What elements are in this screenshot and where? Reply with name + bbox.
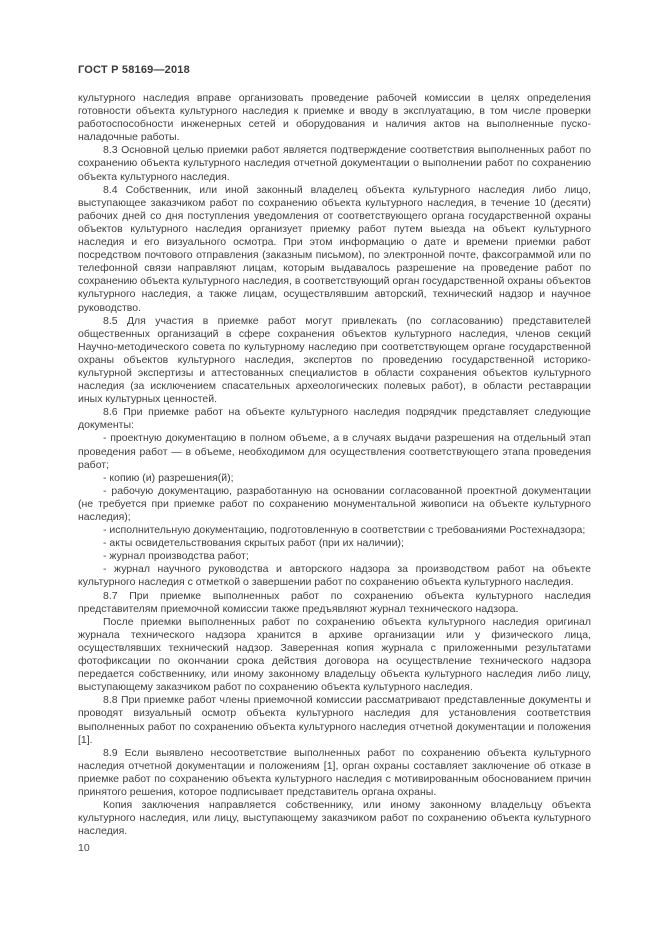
paragraph-conclusion-copy: Копия заключения направляется собственнику, или иному законному владельцу объекта культурного наследия, или лицу, выступающему заказчиком работ по сохранению объекта культурного наследия. [78, 799, 591, 838]
list-item-as-built-documentation: - исполнительную документацию, подготовленную в соответствии с требованиями Ростехнадзора; [103, 524, 586, 537]
paragraph-technical-log-storage: После приемки выполненных работ по сохранению объекта культурного наследия оригинал журнала технического надзора хранится в архиве организации или у физического лица, осуществлявших технический надзор. Заверенная копия журнала с приложенными результатами фотофиксации по окончании срока действия договора на осуществление технического надзора передается собственнику, или иному законному владельцу объекта культурного наследия либо лицу, выступающему заказчиком работ по сохранению объекта культурного наследия. [78, 615, 591, 694]
clause-8-7: 8.7 При приемке выполненных работ по сохранению объекта культурного наследия представителям приемочной комиссии также предъявляют журнал технического надзора. [78, 589, 591, 615]
clause-8-9: 8.9 Если выявлено несоответствие выполненных работ по сохранению объекта культурного наследия отчетной документации и положениям [1], орган охраны составляет заключение об отказе в приемке работ по сохранению объекта культурного наследия с мотивированным обоснованием причин принятого решения, которое подписывает представитель органа охраны. [78, 746, 591, 798]
clause-8-3: 8.3 Основной целью приемки работ является подтверждение соответствия выполненных работ по сохранению объекта культурного наследия отчетной документации о выполнении работ по сохранению объекта культурного наследия. [78, 144, 591, 183]
list-item-project-documentation: - проектную документацию в полном объеме, а в случаях выдачи разрешения на отдельный этап проведения работ — в объеме, необходимом для осуществления соответствующего этапа проведения работ; [78, 432, 591, 471]
list-item-working-documentation: - рабочую документацию, разработанную на основании согласованной проектной документации (не требуется при приемке работ по сохранению монументальной живописи на объекте культурного наследия); [78, 484, 591, 523]
list-item-permit-copies: - копию (и) разрешения(й); [103, 471, 234, 484]
paragraph-continuation: культурного наследия вправе организовать проведение рабочей комиссии в целях определения готовности объекта культурного наследия к приемке и вводу в эксплуатацию, в том числе проверки работоспособности инженерных сетей и оборудования и наличия актов на выполненные пуско-наладочные работы. [78, 92, 591, 144]
clause-8-4: 8.4 Собственник, или иной законный владелец объекта культурного наследия либо лицо, выступающее заказчиком работ по сохранению объекта культурного наследия, в течение 10 (десяти) рабочих дней со дня поступления уведомления от соответствующего органа государственной охраны объектов культурного наследия организует приемку работ путем выезда на объект культурного наследия и его визуального осмотра. При этом информацию о дате и времени приемки работ посредством почтового отправления (заказным письмом), по электронной почте, факсограммой или по телефонной связи направляют лицам, которым выдавалось разрешение на проведение работ по сохранению объекта культурного наследия, в соответствующий орган государственной охраны объектов культурного наследия, а также лицам, осуществлявшим авторский, технический надзор и научное руководство. [78, 183, 591, 314]
document-header-gost-number: ГОСТ Р 58169—2018 [78, 64, 190, 76]
document-body [78, 92, 591, 838]
clause-8-8: 8.8 При приемке работ члены приемочной комиссии рассматривают представленные документы и проводят визуальный осмотр объекта культурного наследия для установления соответствия выполненных работ по сохранению объекта культурного наследия отчетной документации и положения [1]. [78, 694, 591, 746]
list-item-scientific-supervision-log: - журнал научного руководства и авторского надзора за производством работ на объекте культурного наследия с отметкой о завершении работ по сохранению объекта культурного наследия. [78, 563, 591, 589]
page-number: 10 [78, 842, 90, 855]
list-item-hidden-works-acts: - акты освидетельствования скрытых работ (при их наличии); [103, 537, 404, 550]
clause-8-6: 8.6 При приемке работ на объекте культурного наследия подрядчик представляет следующие документы: [78, 406, 591, 432]
list-item-work-production-log: - журнал производства работ; [103, 550, 249, 563]
clause-8-5: 8.5 Для участия в приемке работ могут привлекать (по согласованию) представителей общественных организаций в сфере сохранения объектов культурного наследия, членов секций Научно-методического совета по культурному наследию при соответствующем органе государственной охраны объектов культурного наследия, экспертов по проведению государственной историко-культурной экспертизы и аттестованных специалистов в области сохранения объектов культурного наследия (за исключением спасательных археологических полевых работ), в области реставрации иных культурных ценностей. [78, 314, 591, 406]
